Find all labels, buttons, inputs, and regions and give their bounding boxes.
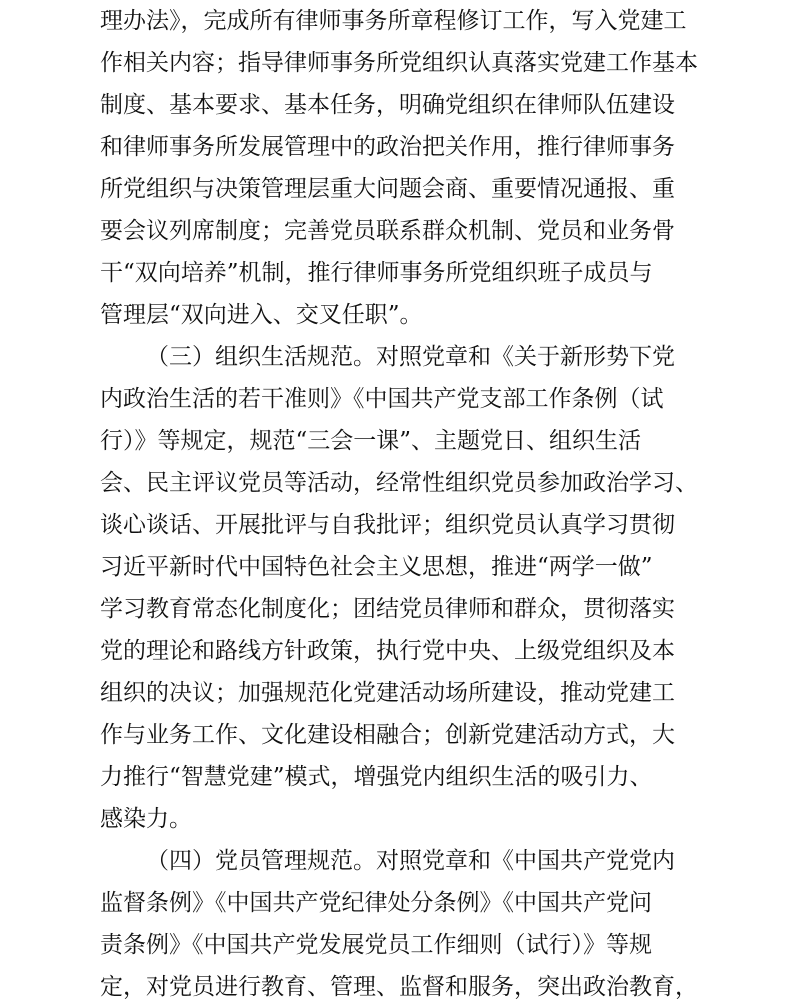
text-line: 要会议列席制度；完善党员联系群众机制、党员和业务骨 [100,218,675,244]
text-line: 力推行“智慧党建”模式，增强党内组织生活的吸引力、 [100,764,653,790]
paragraph-3 [100,840,720,1008]
text-line: 定，对党员进行教育、管理、监督和服务，突出政治教育， [100,974,698,1000]
text-line: 感染力。 [100,806,192,832]
text-line: 监督条例》《中国共产党纪律处分条例》《中国共产党问 [100,890,652,916]
text-line: 谈心谈话、开展批评与自我批评；组织党员认真学习贯彻 [100,512,675,538]
text-line: 习近平新时代中国特色社会主义思想，推进“两学一做” [100,554,653,580]
text-line: 和律师事务所发展管理中的政治把关作用，推行律师事务 [100,134,675,160]
text-line: 内政治生活的若干准则》《中国共产党支部工作条例（试 [100,386,664,412]
text-line: 作相关内容；指导律师事务所党组织认真落实党建工作基本 [100,50,698,76]
text-line: 干“双向培养”机制，推行律师事务所党组织班子成员与 [100,260,653,286]
text-line: 组织的决议；加强规范化党建活动场所建设，推动党建工 [100,680,675,706]
section-heading-line: （三）组织生活规范。对照党章和《关于新形势下党 [146,344,675,370]
paragraph-2 [100,336,720,840]
text-line: 行）》等规定，规范“三会一课”、主题党日、组织生活 [100,428,642,454]
paragraph-1 [100,0,720,336]
text-line: 作与业务工作、文化建设相融合；创新党建活动方式，大 [100,722,675,748]
section-heading-line: （四）党员管理规范。对照党章和《中国共产党党内 [146,848,675,874]
text-line: 所党组织与决策管理层重大问题会商、重要情况通报、重 [100,176,675,202]
text-line: 管理层“双向进入、交叉任职”。 [100,302,423,328]
text-line: 党的理论和路线方针政策，执行党中央、上级党组织及本 [100,638,675,664]
text-line: 制度、基本要求、基本任务，明确党组织在律师队伍建设 [100,92,675,118]
text-line: 理办法》，完成所有律师事务所章程修订工作，写入党建工 [100,8,687,34]
document-body [100,0,720,1008]
text-line: 会、民主评议党员等活动，经常性组织党员参加政治学习、 [100,470,698,496]
text-line: 学习教育常态化制度化；团结党员律师和群众，贯彻落实 [100,596,675,622]
text-line: 责条例》《中国共产党发展党员工作细则（试行）》等规 [100,932,652,958]
